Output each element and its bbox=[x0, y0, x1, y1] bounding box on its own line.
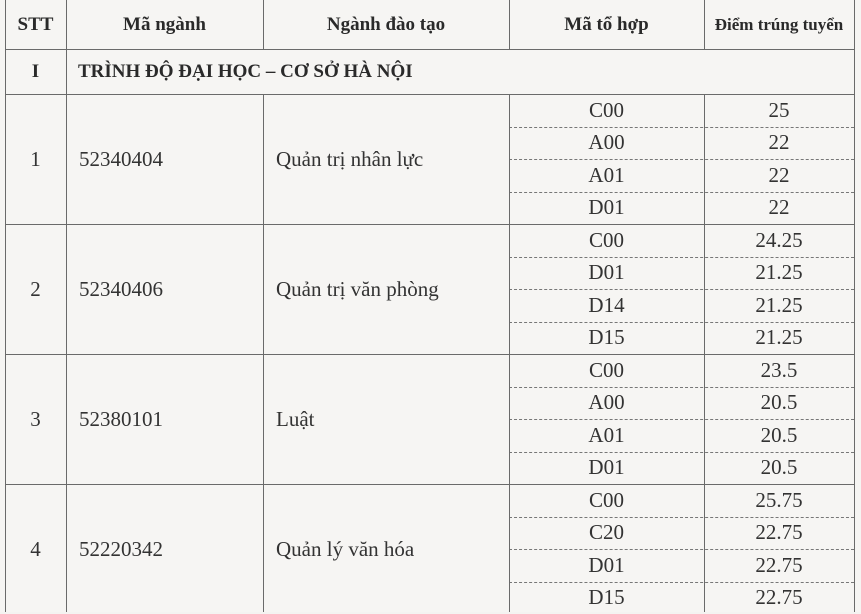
column-divider bbox=[263, 0, 264, 49]
passing-score: 21.25 bbox=[704, 322, 854, 355]
header-stt: STT bbox=[5, 0, 66, 49]
section-number: I bbox=[5, 49, 66, 94]
group-divider bbox=[5, 224, 855, 225]
column-divider bbox=[263, 94, 264, 612]
passing-score: 20.5 bbox=[704, 452, 854, 485]
subject-combo: C00 bbox=[509, 484, 704, 517]
row-divider-dashed bbox=[509, 289, 854, 290]
header-major-name: Ngành đào tạo bbox=[263, 0, 509, 49]
subject-combo: C00 bbox=[509, 224, 704, 257]
subject-combo: D15 bbox=[509, 322, 704, 355]
row-divider-dashed bbox=[509, 549, 854, 550]
subject-combo: C00 bbox=[509, 94, 704, 127]
header-major-code: Mã ngành bbox=[66, 0, 263, 49]
subject-combo: D01 bbox=[509, 257, 704, 290]
major-code: 52340404 bbox=[66, 94, 263, 224]
row-divider-dashed bbox=[509, 192, 854, 193]
header-subject-combo: Mã tổ hợp bbox=[509, 0, 704, 49]
passing-score: 21.25 bbox=[704, 257, 854, 290]
row-divider-dashed bbox=[509, 452, 854, 453]
column-divider bbox=[704, 0, 705, 49]
header-divider bbox=[5, 49, 855, 50]
column-divider bbox=[509, 0, 510, 49]
group-divider bbox=[5, 484, 855, 485]
subject-combo: C20 bbox=[509, 517, 704, 550]
row-divider-dashed bbox=[509, 387, 854, 388]
passing-score: 22 bbox=[704, 127, 854, 160]
column-divider bbox=[704, 94, 705, 612]
passing-score: 21.25 bbox=[704, 289, 854, 322]
header-passing-score: Điểm trúng tuyển bbox=[704, 0, 854, 49]
table-border-right bbox=[854, 0, 855, 612]
subject-combo: D14 bbox=[509, 289, 704, 322]
row-stt: 4 bbox=[5, 484, 66, 614]
row-divider-dashed bbox=[509, 159, 854, 160]
passing-score: 20.5 bbox=[704, 387, 854, 420]
passing-score: 20.5 bbox=[704, 419, 854, 452]
section-divider bbox=[5, 94, 855, 95]
major-code: 52340406 bbox=[66, 224, 263, 354]
subject-combo: A01 bbox=[509, 419, 704, 452]
row-divider-dashed bbox=[509, 582, 854, 583]
subject-combo: A01 bbox=[509, 159, 704, 192]
passing-score: 23.5 bbox=[704, 354, 854, 387]
major-name: Quản lý văn hóa bbox=[263, 484, 509, 614]
row-divider-dashed bbox=[509, 127, 854, 128]
passing-score: 25.75 bbox=[704, 484, 854, 517]
subject-combo: A00 bbox=[509, 387, 704, 420]
passing-score: 22 bbox=[704, 192, 854, 225]
row-stt: 3 bbox=[5, 354, 66, 484]
passing-score: 22.75 bbox=[704, 582, 854, 614]
passing-score: 22.75 bbox=[704, 549, 854, 582]
row-divider-dashed bbox=[509, 419, 854, 420]
major-code: 52380101 bbox=[66, 354, 263, 484]
subject-combo: D01 bbox=[509, 192, 704, 225]
table-border-left bbox=[5, 0, 6, 612]
subject-combo: C00 bbox=[509, 354, 704, 387]
column-divider bbox=[509, 94, 510, 612]
passing-score: 25 bbox=[704, 94, 854, 127]
subject-combo: D01 bbox=[509, 549, 704, 582]
major-name: Quản trị văn phòng bbox=[263, 224, 509, 354]
section-title: TRÌNH ĐỘ ĐẠI HỌC – CƠ SỞ HÀ NỘI bbox=[78, 49, 848, 94]
row-divider-dashed bbox=[509, 322, 854, 323]
passing-score: 22 bbox=[704, 159, 854, 192]
row-stt: 2 bbox=[5, 224, 66, 354]
major-name: Quản trị nhân lực bbox=[263, 94, 509, 224]
major-code: 52220342 bbox=[66, 484, 263, 614]
subject-combo: A00 bbox=[509, 127, 704, 160]
passing-score: 22.75 bbox=[704, 517, 854, 550]
subject-combo: D01 bbox=[509, 452, 704, 485]
group-divider bbox=[5, 354, 855, 355]
column-divider bbox=[66, 0, 67, 612]
row-divider-dashed bbox=[509, 257, 854, 258]
major-name: Luật bbox=[263, 354, 509, 484]
row-stt: 1 bbox=[5, 94, 66, 224]
row-divider-dashed bbox=[509, 517, 854, 518]
passing-score: 24.25 bbox=[704, 224, 854, 257]
subject-combo: D15 bbox=[509, 582, 704, 614]
